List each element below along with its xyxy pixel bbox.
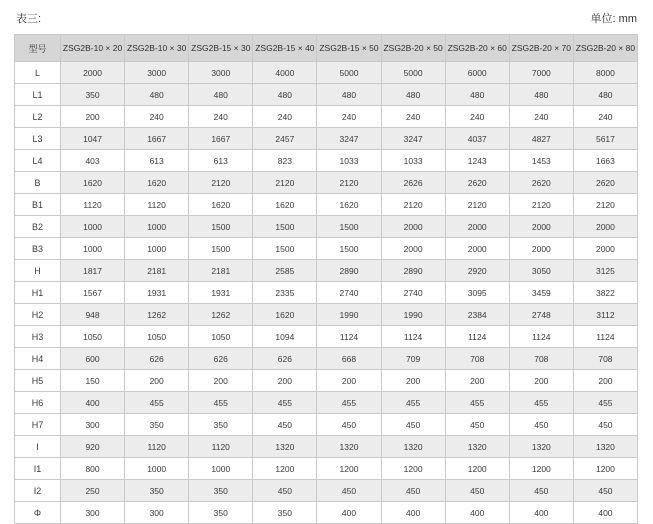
column-header: ZSG2B-20 × 80: [573, 35, 637, 62]
table-cell: 455: [445, 392, 509, 414]
table-cell: 2740: [381, 282, 445, 304]
table-cell: 200: [573, 370, 637, 392]
table-cell: 1000: [125, 238, 189, 260]
table-cell: 450: [573, 414, 637, 436]
table-cell: 240: [445, 106, 509, 128]
table-cell: 1000: [189, 458, 253, 480]
table-cell: 3247: [381, 128, 445, 150]
table-cell: 400: [317, 502, 381, 524]
table-cell: 455: [253, 392, 317, 414]
table-head: [15, 35, 638, 62]
table-cell: 1200: [573, 458, 637, 480]
table-cell: 2000: [381, 216, 445, 238]
table-cell: 708: [509, 348, 573, 370]
table-cell: 1033: [317, 150, 381, 172]
table-cell: 1667: [125, 128, 189, 150]
table-cell: 1620: [253, 194, 317, 216]
column-header: ZSG2B-15 × 30: [189, 35, 253, 62]
table-cell: 2120: [253, 172, 317, 194]
table-cell: 400: [509, 502, 573, 524]
table-cell: 200: [125, 370, 189, 392]
table-cell: 480: [253, 84, 317, 106]
table-cell: 1990: [381, 304, 445, 326]
table-cell: 450: [381, 414, 445, 436]
table-cell: 1500: [189, 238, 253, 260]
table-header-row: [14, 10, 639, 26]
table-cell: 1567: [61, 282, 125, 304]
table-cell: 2120: [381, 194, 445, 216]
table-row: [15, 84, 638, 106]
table-cell: 1200: [445, 458, 509, 480]
table-cell: 240: [573, 106, 637, 128]
row-label: H6: [15, 392, 61, 414]
table-cell: 1243: [445, 150, 509, 172]
table-row: [15, 282, 638, 304]
table-cell: 2120: [189, 172, 253, 194]
table-cell: 1500: [317, 216, 381, 238]
row-label: L2: [15, 106, 61, 128]
table-cell: 1124: [381, 326, 445, 348]
column-header: 型号: [15, 35, 61, 62]
table-cell: 1663: [573, 150, 637, 172]
table-cell: 1262: [125, 304, 189, 326]
table-cell: 1500: [253, 216, 317, 238]
table-cell: 1620: [61, 172, 125, 194]
table-cell: 948: [61, 304, 125, 326]
table-row: [15, 480, 638, 502]
table-cell: 800: [61, 458, 125, 480]
table-cell: 450: [381, 480, 445, 502]
table-cell: 1200: [317, 458, 381, 480]
table-cell: 2920: [445, 260, 509, 282]
table-cell: 1620: [253, 304, 317, 326]
table-cell: 2120: [317, 172, 381, 194]
table-cell: 5617: [573, 128, 637, 150]
table-cell: 3125: [573, 260, 637, 282]
table-cell: 1500: [189, 216, 253, 238]
table-cell: 1120: [61, 194, 125, 216]
table-cell: 300: [61, 502, 125, 524]
table-cell: 2626: [381, 172, 445, 194]
table-cell: 240: [253, 106, 317, 128]
table-caption: 表三:: [16, 13, 42, 25]
table-row: [15, 216, 638, 238]
table-cell: 600: [61, 348, 125, 370]
row-label: B1: [15, 194, 61, 216]
table-cell: 1094: [253, 326, 317, 348]
table-cell: 2384: [445, 304, 509, 326]
column-header: ZSG2B-15 × 50: [317, 35, 381, 62]
table-cell: 2740: [317, 282, 381, 304]
unit-label: 单位: mm: [590, 13, 637, 25]
table-row: [15, 392, 638, 414]
column-header: ZSG2B-10 × 30: [125, 35, 189, 62]
table-cell: 455: [125, 392, 189, 414]
table-row: [15, 150, 638, 172]
table-cell: 240: [317, 106, 381, 128]
table-cell: 450: [509, 480, 573, 502]
table-cell: 613: [189, 150, 253, 172]
table-cell: 350: [253, 502, 317, 524]
table-row: [15, 502, 638, 524]
table-cell: 1124: [445, 326, 509, 348]
table-cell: 1124: [509, 326, 573, 348]
table-row: [15, 106, 638, 128]
table-row: [15, 304, 638, 326]
table-cell: 709: [381, 348, 445, 370]
table-cell: 708: [573, 348, 637, 370]
table-cell: 450: [445, 414, 509, 436]
table-cell: 150: [61, 370, 125, 392]
table-cell: 2000: [509, 216, 573, 238]
table-cell: 2585: [253, 260, 317, 282]
row-label: H7: [15, 414, 61, 436]
row-label: L4: [15, 150, 61, 172]
table-cell: 1320: [445, 436, 509, 458]
table-cell: 1050: [189, 326, 253, 348]
table-cell: 1000: [61, 238, 125, 260]
row-label: H3: [15, 326, 61, 348]
table-cell: 2000: [445, 238, 509, 260]
table-cell: 1320: [317, 436, 381, 458]
table-cell: 1667: [189, 128, 253, 150]
table-cell: 480: [189, 84, 253, 106]
table-cell: 450: [317, 480, 381, 502]
table-cell: 1500: [253, 238, 317, 260]
table-cell: 2120: [573, 194, 637, 216]
table-cell: 1120: [125, 436, 189, 458]
table-cell: 3822: [573, 282, 637, 304]
table-cell: 455: [509, 392, 573, 414]
table-cell: 1500: [317, 238, 381, 260]
row-label: Φ: [15, 502, 61, 524]
table-cell: 1200: [381, 458, 445, 480]
table-row: [15, 414, 638, 436]
table-cell: 455: [317, 392, 381, 414]
table-cell: 2181: [189, 260, 253, 282]
table-row: [15, 370, 638, 392]
table-cell: 240: [125, 106, 189, 128]
table-cell: 400: [61, 392, 125, 414]
table-cell: 1453: [509, 150, 573, 172]
table-cell: 450: [253, 480, 317, 502]
table-cell: 480: [125, 84, 189, 106]
table-cell: 2000: [445, 216, 509, 238]
table-cell: 350: [125, 480, 189, 502]
table-cell: 2120: [509, 194, 573, 216]
table-cell: 7000: [509, 62, 573, 84]
table-cell: 200: [509, 370, 573, 392]
table-cell: 2000: [509, 238, 573, 260]
table-cell: 300: [61, 414, 125, 436]
table-cell: 1050: [61, 326, 125, 348]
row-label: L3: [15, 128, 61, 150]
table-cell: 200: [253, 370, 317, 392]
table-cell: 668: [317, 348, 381, 370]
table-cell: 626: [189, 348, 253, 370]
column-header: ZSG2B-20 × 70: [509, 35, 573, 62]
table-cell: 1047: [61, 128, 125, 150]
table-row: [15, 128, 638, 150]
table-cell: 2335: [253, 282, 317, 304]
table-cell: 708: [445, 348, 509, 370]
row-label: H2: [15, 304, 61, 326]
table-cell: 1931: [189, 282, 253, 304]
table-cell: 3459: [509, 282, 573, 304]
table-cell: 3000: [189, 62, 253, 84]
table-cell: 455: [573, 392, 637, 414]
table-cell: 400: [573, 502, 637, 524]
table-cell: 1033: [381, 150, 445, 172]
column-header: ZSG2B-20 × 50: [381, 35, 445, 62]
table-cell: 300: [125, 502, 189, 524]
table-header-row-cells: [15, 35, 638, 62]
table-cell: 1200: [253, 458, 317, 480]
table-cell: 1817: [61, 260, 125, 282]
table-cell: 2000: [381, 238, 445, 260]
table-cell: 450: [509, 414, 573, 436]
table-cell: 240: [381, 106, 445, 128]
table-cell: 450: [253, 414, 317, 436]
table-cell: 3095: [445, 282, 509, 304]
table-cell: 1620: [317, 194, 381, 216]
table-cell: 2000: [61, 62, 125, 84]
table-cell: 1050: [125, 326, 189, 348]
table-cell: 626: [125, 348, 189, 370]
table-cell: 350: [125, 414, 189, 436]
column-header: ZSG2B-15 × 40: [253, 35, 317, 62]
table-cell: 1320: [573, 436, 637, 458]
table-cell: 1000: [125, 216, 189, 238]
table-row: [15, 326, 638, 348]
table-cell: 6000: [445, 62, 509, 84]
table-cell: 1000: [61, 216, 125, 238]
table-cell: 240: [509, 106, 573, 128]
table-cell: 5000: [381, 62, 445, 84]
row-label: H: [15, 260, 61, 282]
table-cell: 1620: [125, 172, 189, 194]
table-cell: 455: [381, 392, 445, 414]
table-cell: 1931: [125, 282, 189, 304]
table-cell: 480: [445, 84, 509, 106]
table-cell: 1620: [189, 194, 253, 216]
table-cell: 480: [573, 84, 637, 106]
table-cell: 2000: [573, 216, 637, 238]
row-label: B2: [15, 216, 61, 238]
table-cell: 2890: [381, 260, 445, 282]
table-cell: 823: [253, 150, 317, 172]
table-cell: 2620: [573, 172, 637, 194]
table-row: [15, 458, 638, 480]
table-cell: 200: [317, 370, 381, 392]
table-cell: 480: [509, 84, 573, 106]
table-cell: 2181: [125, 260, 189, 282]
table-cell: 350: [61, 84, 125, 106]
table-row: [15, 194, 638, 216]
row-label: I1: [15, 458, 61, 480]
table-cell: 1124: [317, 326, 381, 348]
table-cell: 613: [125, 150, 189, 172]
table-cell: 1200: [509, 458, 573, 480]
table-row: [15, 436, 638, 458]
table-cell: 240: [189, 106, 253, 128]
table-cell: 455: [189, 392, 253, 414]
table-cell: 3247: [317, 128, 381, 150]
column-header: ZSG2B-10 × 20: [61, 35, 125, 62]
table-row: [15, 238, 638, 260]
table-cell: 3112: [573, 304, 637, 326]
table-cell: 920: [61, 436, 125, 458]
table-cell: 2120: [445, 194, 509, 216]
table-cell: 1990: [317, 304, 381, 326]
table-cell: 2620: [509, 172, 573, 194]
table-cell: 626: [253, 348, 317, 370]
table-row: [15, 260, 638, 282]
table-cell: 200: [381, 370, 445, 392]
table-cell: 403: [61, 150, 125, 172]
table-cell: 2457: [253, 128, 317, 150]
row-label: B3: [15, 238, 61, 260]
row-label: I: [15, 436, 61, 458]
row-label: H5: [15, 370, 61, 392]
table-cell: 450: [573, 480, 637, 502]
table-cell: 1120: [189, 436, 253, 458]
table-cell: 4827: [509, 128, 573, 150]
table-cell: 1320: [509, 436, 573, 458]
table-cell: 2620: [445, 172, 509, 194]
table-cell: 2000: [573, 238, 637, 260]
row-label: L1: [15, 84, 61, 106]
table-cell: 4037: [445, 128, 509, 150]
table-cell: 4000: [253, 62, 317, 84]
table-cell: 350: [189, 414, 253, 436]
table-cell: 2748: [509, 304, 573, 326]
table-cell: 1000: [125, 458, 189, 480]
table-cell: 5000: [317, 62, 381, 84]
row-label: H4: [15, 348, 61, 370]
table-cell: 3000: [125, 62, 189, 84]
table-cell: 1262: [189, 304, 253, 326]
table-cell: 350: [189, 502, 253, 524]
table-cell: 250: [61, 480, 125, 502]
table-cell: 480: [381, 84, 445, 106]
column-header: ZSG2B-20 × 60: [445, 35, 509, 62]
table-cell: 1124: [573, 326, 637, 348]
table-row: [15, 348, 638, 370]
table-row: [15, 62, 638, 84]
table-cell: 1120: [125, 194, 189, 216]
table-cell: 450: [445, 480, 509, 502]
table-cell: 200: [61, 106, 125, 128]
table-cell: 200: [189, 370, 253, 392]
row-label: I2: [15, 480, 61, 502]
row-label: B: [15, 172, 61, 194]
table-cell: 1320: [253, 436, 317, 458]
specification-table: [14, 34, 638, 524]
table-cell: 200: [445, 370, 509, 392]
row-label: H1: [15, 282, 61, 304]
table-cell: 2890: [317, 260, 381, 282]
table-cell: 350: [189, 480, 253, 502]
table-cell: 480: [317, 84, 381, 106]
table-row: [15, 172, 638, 194]
table-cell: 450: [317, 414, 381, 436]
table-cell: 400: [381, 502, 445, 524]
table-cell: 8000: [573, 62, 637, 84]
row-label: L: [15, 62, 61, 84]
table-cell: 400: [445, 502, 509, 524]
table-cell: 3050: [509, 260, 573, 282]
table-body: [15, 62, 638, 524]
table-cell: 1320: [381, 436, 445, 458]
